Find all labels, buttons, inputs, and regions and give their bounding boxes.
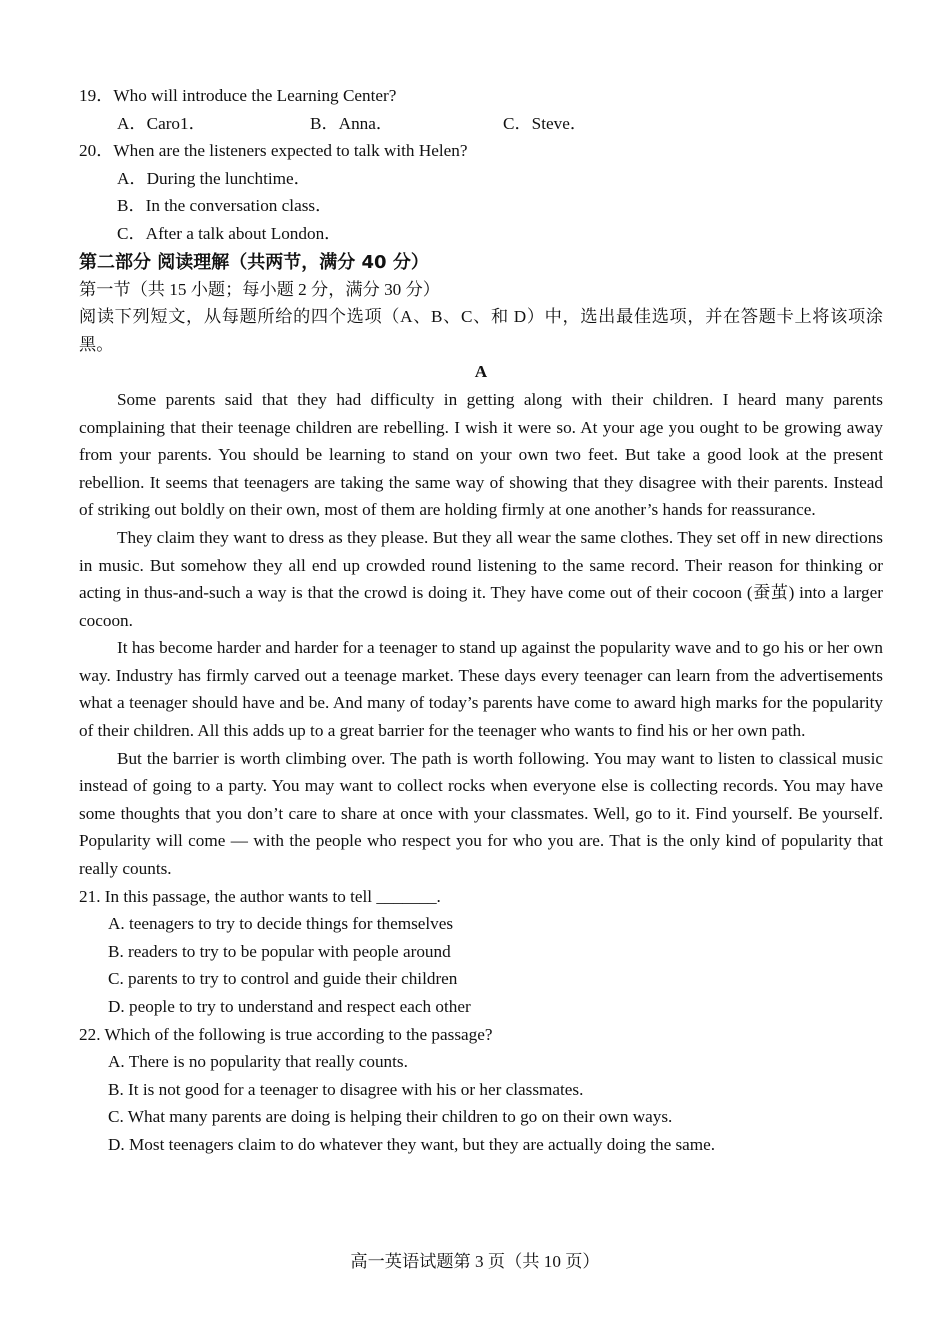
question-22-option-c: C. What many parents are doing is helping their children to go on their own ways. [108, 1107, 673, 1127]
question-19-option-a: A．Caro1． [117, 113, 206, 133]
question-22-stem: 22. Which of the following is true according to the passage? [79, 1024, 493, 1044]
question-19-option-b: B．Anna． [310, 113, 394, 133]
question-20-stem: 20．When are the listeners expected to talk with Helen? [79, 141, 468, 161]
passage-label: A [474, 362, 488, 382]
question-22-option-a: A. There is no popularity that really counts. [108, 1052, 408, 1072]
question-20-option-c: C．After a talk about London． [117, 223, 342, 243]
section-subtitle: 第一节（共 15 小题；每小题 2 分，满分 30 分） [79, 279, 440, 299]
page-footer: 高一英语试题第 3 页（共 10 页） [350, 1252, 600, 1271]
passage-paragraph-2: They claim they want to dress as they please. But they all wear the same clothes. They set off in new directions in music. But somehow they all end up crowded round listening to the same record. Their reason for thinking or acting in thus-and-such a way is that the crowd is doing it. They have come out of their cocoon (蚕茧) into a larger cocoon. [79, 527, 883, 630]
question-21-stem: 21. In this passage, the author wants to tell _______. [79, 886, 441, 906]
exam-page [79, 82, 883, 1159]
question-21-option-c: C. parents to try to control and guide their children [108, 969, 458, 989]
question-20-option-b: B．In the conversation class． [117, 196, 333, 216]
question-22-option-d: D. Most teenagers claim to do whatever they want, but they are actually doing the same. [108, 1134, 716, 1154]
question-19-option-c: C．Steve． [503, 113, 588, 133]
passage-paragraph-3: It has become harder and harder for a teenager to stand up against the popularity wave and to go his or her own way. Industry has firmly carved out a teenage market. These days every teenager can learn from the advertisements what a teenager should have and be. And many of today’s parents have come to award high marks for the popularity of their children. All this adds up to a great barrier for the teenager who wants to find his or her own path. [79, 638, 883, 741]
question-21-option-d: D. people to try to understand and respect each other [108, 997, 471, 1016]
question-21-option-a: A. teenagers to try to decide things for themselves [108, 914, 454, 934]
passage-paragraph-4: But the barrier is worth climbing over. The path is worth following. You may want to listen to classical music instead of going to a party. You may want to collect rocks when everyone else is collecting records. You may have some thoughts that you don’t care to share at once with your classmates. Well, go to it. Find yourself. Be yourself. Popularity will come — with the people who respect you for who you are. That is the only kind of popularity that really counts. [79, 748, 883, 879]
question-19-options [79, 110, 883, 138]
question-21-option-b: B. readers to try to be popular with people around [108, 941, 451, 961]
section-title: 第二部分 阅读理解（共两节，满分 40 分） [79, 251, 429, 273]
passage-paragraph-1: Some parents said that they had difficulty in getting along with their children. I heard many parents complaining that their teenage children are rebelling. I wish it were so. At your age you ought to be growing away from your parents. You should be learning to stand on your own two feet. But take a good look at the present rebellion. It seems that teenagers are taking the same way of showing that they disagree with their parents. Instead of striking out boldly on their own, most of them are holding firmly at one another’s hands for reassurance. [79, 389, 883, 520]
question-22-option-b: B. It is not good for a teenager to disagree with his or her classmates. [108, 1079, 584, 1099]
question-20-option-a: A．During the lunchtime． [117, 168, 311, 188]
section-instruction: 阅读下列短文，从每题所给的四个选项（A、B、C、和 D）中，选出最佳选项，并在答题卡上将该项涂黑。 [79, 307, 883, 354]
question-19-stem: 19．Who will introduce the Learning Center? [79, 86, 397, 105]
